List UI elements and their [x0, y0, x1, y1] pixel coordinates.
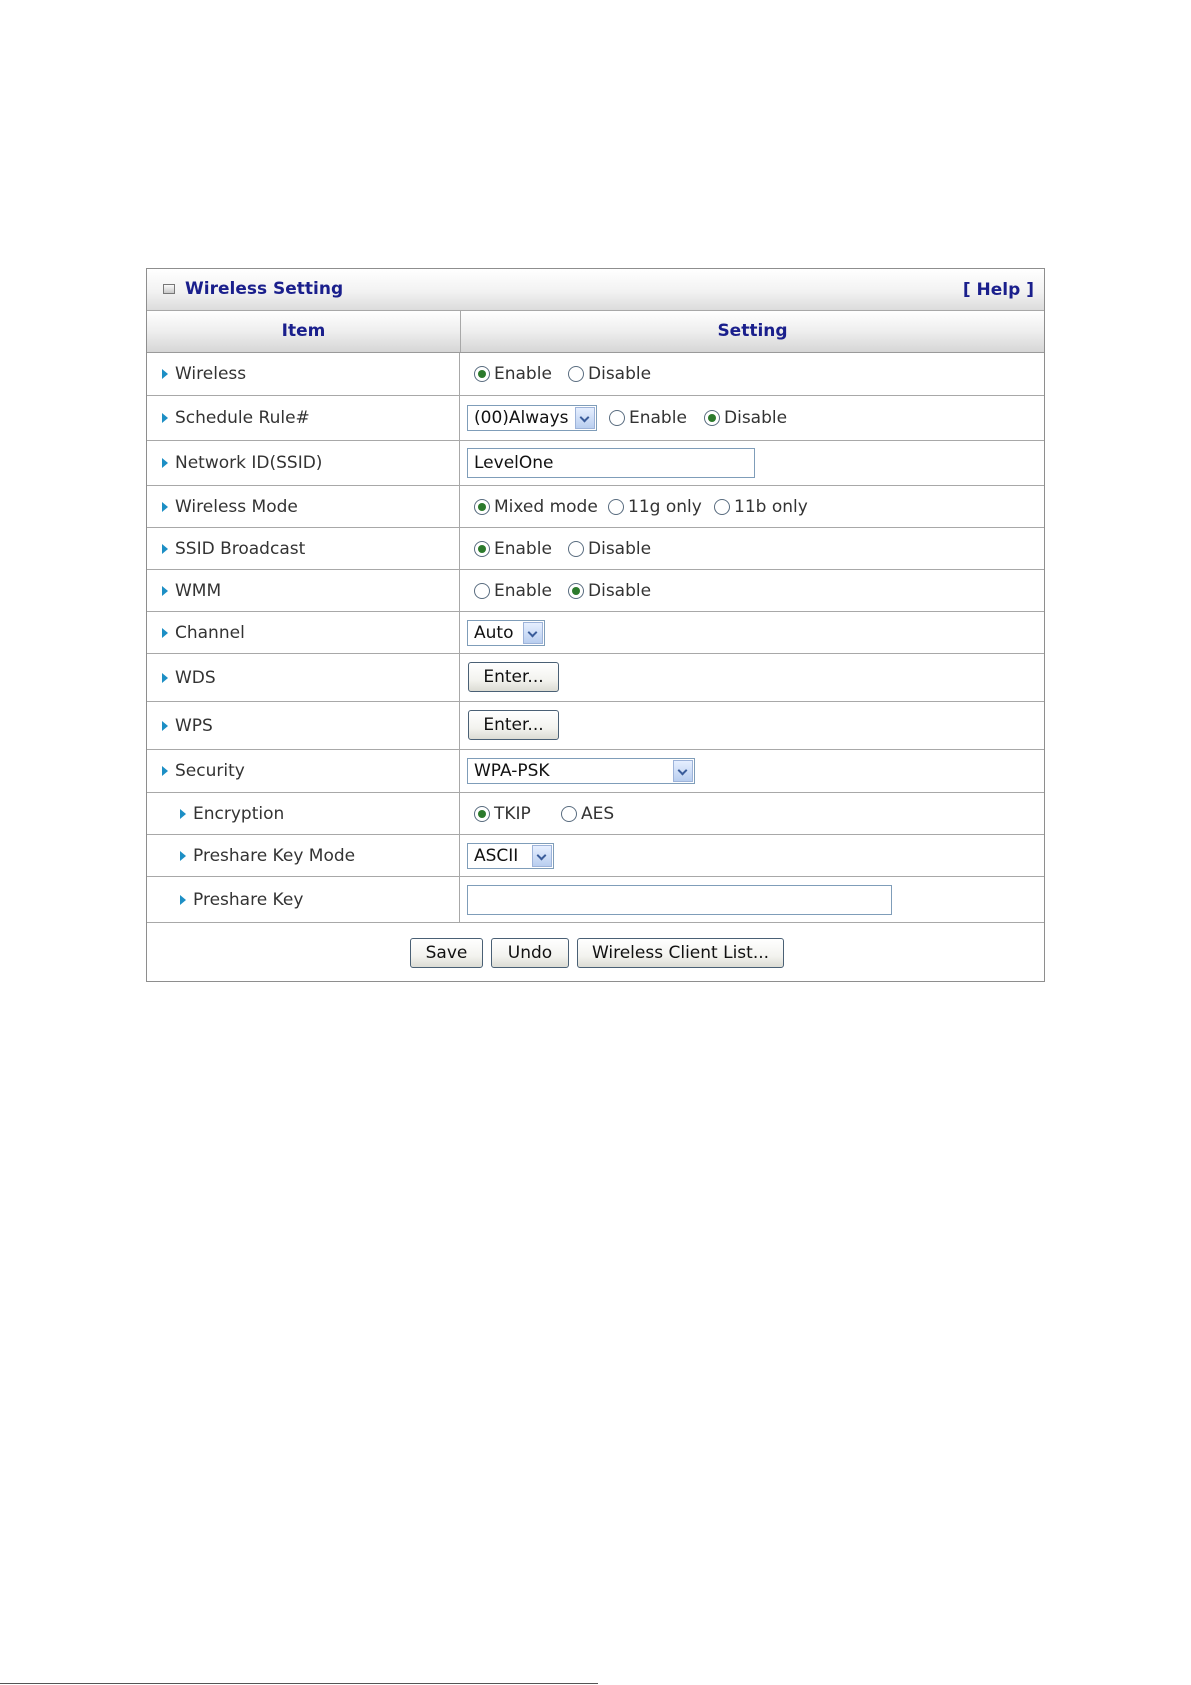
row-wireless	[147, 353, 1044, 396]
wmm-enable-option[interactable]	[474, 581, 552, 601]
setting-cell	[461, 441, 1044, 485]
row-wireless-mode	[147, 486, 1044, 528]
triangle-right-icon	[180, 851, 186, 861]
triangle-right-icon	[162, 766, 168, 776]
row-label-cell	[147, 353, 460, 395]
triangle-right-icon	[162, 628, 168, 638]
setting-cell	[461, 396, 1044, 440]
broadcast-enable-option[interactable]	[474, 539, 552, 559]
triangle-right-icon	[162, 544, 168, 554]
label-preshare-key: Preshare Key	[193, 889, 304, 910]
wmm-disable-option[interactable]	[568, 581, 651, 601]
row-label-cell	[147, 396, 460, 440]
encryption-tkip-option[interactable]	[474, 804, 531, 824]
panel-title: Wireless Setting	[185, 279, 344, 299]
setting-cell	[461, 654, 1044, 701]
setting-cell	[461, 528, 1044, 569]
row-label-cell	[147, 835, 460, 876]
label-wmm: WMM	[175, 580, 222, 601]
triangle-right-icon	[162, 673, 168, 683]
radio-button-checked[interactable]	[474, 366, 490, 382]
wireless-setting-panel	[146, 268, 1045, 982]
row-preshare-key-mode	[147, 835, 1044, 877]
row-label-cell	[147, 570, 460, 611]
setting-cell	[461, 486, 1044, 527]
setting-cell	[461, 612, 1044, 653]
row-label-cell	[147, 702, 460, 749]
window-icon	[163, 284, 175, 294]
option-label: Enable	[629, 408, 687, 428]
mode-mixed-option[interactable]	[474, 497, 598, 517]
option-label: AES	[581, 803, 615, 824]
panel-title-bar	[147, 269, 1044, 311]
row-label-cell	[147, 654, 460, 701]
row-wps	[147, 702, 1044, 750]
option-label: TKIP	[494, 803, 531, 824]
setting-cell	[461, 750, 1044, 792]
setting-cell	[461, 702, 1044, 749]
row-label-cell	[147, 528, 460, 569]
triangle-right-icon	[162, 502, 168, 512]
channel-select[interactable]	[467, 620, 545, 646]
column-header-item: Item	[147, 311, 461, 352]
setting-cell	[461, 353, 1044, 395]
select-value: WPA-PSK	[474, 761, 550, 781]
radio-button[interactable]	[608, 499, 624, 515]
option-label: Disable	[588, 538, 652, 559]
security-select[interactable]	[467, 758, 695, 784]
option-label: 11g only	[628, 496, 702, 517]
row-schedule-rule	[147, 396, 1044, 441]
row-network-id	[147, 441, 1044, 486]
radio-button[interactable]	[568, 366, 584, 382]
option-label: Enable	[494, 538, 552, 559]
label-security: Security	[175, 761, 245, 781]
label-ssid-broadcast: SSID Broadcast	[175, 538, 306, 559]
option-label: Disable	[588, 580, 652, 601]
chevron-down-icon[interactable]	[575, 407, 595, 429]
label-wds: WDS	[175, 667, 216, 688]
footnote-divider	[0, 1683, 598, 1684]
row-preshare-key	[147, 877, 1044, 923]
setting-cell	[461, 793, 1044, 834]
label-schedule-rule: Schedule Rule#	[175, 408, 310, 428]
row-label-cell	[147, 750, 460, 792]
row-label-cell	[147, 486, 460, 527]
broadcast-disable-option[interactable]	[568, 539, 651, 559]
mode-11g-option[interactable]	[608, 497, 702, 517]
option-label: Mixed mode	[494, 496, 598, 517]
option-label: Enable	[494, 364, 552, 384]
label-channel: Channel	[175, 622, 245, 643]
chevron-down-icon[interactable]	[673, 760, 693, 782]
row-label-cell	[147, 877, 460, 922]
triangle-right-icon	[162, 369, 168, 379]
label-preshare-key-mode: Preshare Key Mode	[193, 845, 356, 866]
triangle-right-icon	[180, 809, 186, 819]
row-encryption	[147, 793, 1044, 835]
setting-cell	[461, 835, 1044, 876]
row-channel	[147, 612, 1044, 654]
schedule-disable-option[interactable]	[704, 408, 787, 428]
wireless-disable-option[interactable]	[568, 364, 651, 384]
chevron-down-icon[interactable]	[523, 622, 543, 644]
row-label-cell	[147, 612, 460, 653]
help-link[interactable]: [ Help ]	[962, 280, 1034, 300]
row-security	[147, 750, 1044, 793]
radio-button[interactable]	[561, 806, 577, 822]
setting-cell	[461, 570, 1044, 611]
save-button[interactable]: Save	[410, 938, 483, 968]
ssid-input[interactable]: LevelOne	[467, 448, 755, 478]
option-label: Disable	[588, 364, 652, 384]
preshare-key-input[interactable]	[467, 885, 892, 915]
label-network-id: Network ID(SSID)	[175, 453, 323, 473]
select-value: (00)Always	[474, 408, 569, 428]
setting-cell	[461, 877, 1044, 922]
triangle-right-icon	[180, 895, 186, 905]
column-header-setting: Setting	[717, 321, 788, 341]
label-wireless-mode: Wireless Mode	[175, 496, 298, 517]
radio-button[interactable]	[714, 499, 730, 515]
radio-button[interactable]	[474, 583, 490, 599]
undo-button[interactable]: Undo	[491, 938, 569, 968]
row-label-cell	[147, 441, 460, 485]
wireless-client-list-button[interactable]: Wireless Client List...	[577, 938, 784, 968]
radio-button-checked[interactable]	[474, 499, 490, 515]
triangle-right-icon	[162, 413, 168, 423]
schedule-enable-option[interactable]	[609, 408, 687, 428]
label-encryption: Encryption	[193, 803, 285, 824]
wds-enter-button[interactable]: Enter...	[468, 662, 559, 692]
row-wmm	[147, 570, 1044, 612]
option-label: Enable	[494, 580, 552, 601]
radio-button[interactable]	[568, 541, 584, 557]
label-wireless: Wireless	[175, 364, 247, 384]
chevron-down-icon[interactable]	[532, 845, 552, 867]
preshare-key-mode-select[interactable]	[467, 843, 554, 869]
radio-button-checked[interactable]	[474, 541, 490, 557]
triangle-right-icon	[162, 586, 168, 596]
schedule-rule-select[interactable]	[467, 405, 597, 431]
mode-11b-option[interactable]	[714, 497, 808, 517]
table-header	[147, 311, 1044, 353]
radio-button[interactable]	[609, 410, 625, 426]
label-wps: WPS	[175, 715, 213, 736]
wireless-enable-option[interactable]	[474, 364, 552, 384]
row-wds	[147, 654, 1044, 702]
triangle-right-icon	[162, 721, 168, 731]
option-label: Disable	[724, 408, 788, 428]
radio-button-checked[interactable]	[568, 583, 584, 599]
row-ssid-broadcast	[147, 528, 1044, 570]
option-label: 11b only	[734, 496, 808, 517]
triangle-right-icon	[162, 458, 168, 468]
wps-enter-button[interactable]: Enter...	[468, 710, 559, 740]
select-value: Auto	[474, 622, 514, 643]
encryption-aes-option[interactable]	[561, 804, 614, 824]
radio-button-checked[interactable]	[474, 806, 490, 822]
radio-button-checked[interactable]	[704, 410, 720, 426]
select-value: ASCII	[474, 845, 519, 866]
row-label-cell	[147, 793, 460, 834]
button-bar	[147, 923, 1044, 981]
